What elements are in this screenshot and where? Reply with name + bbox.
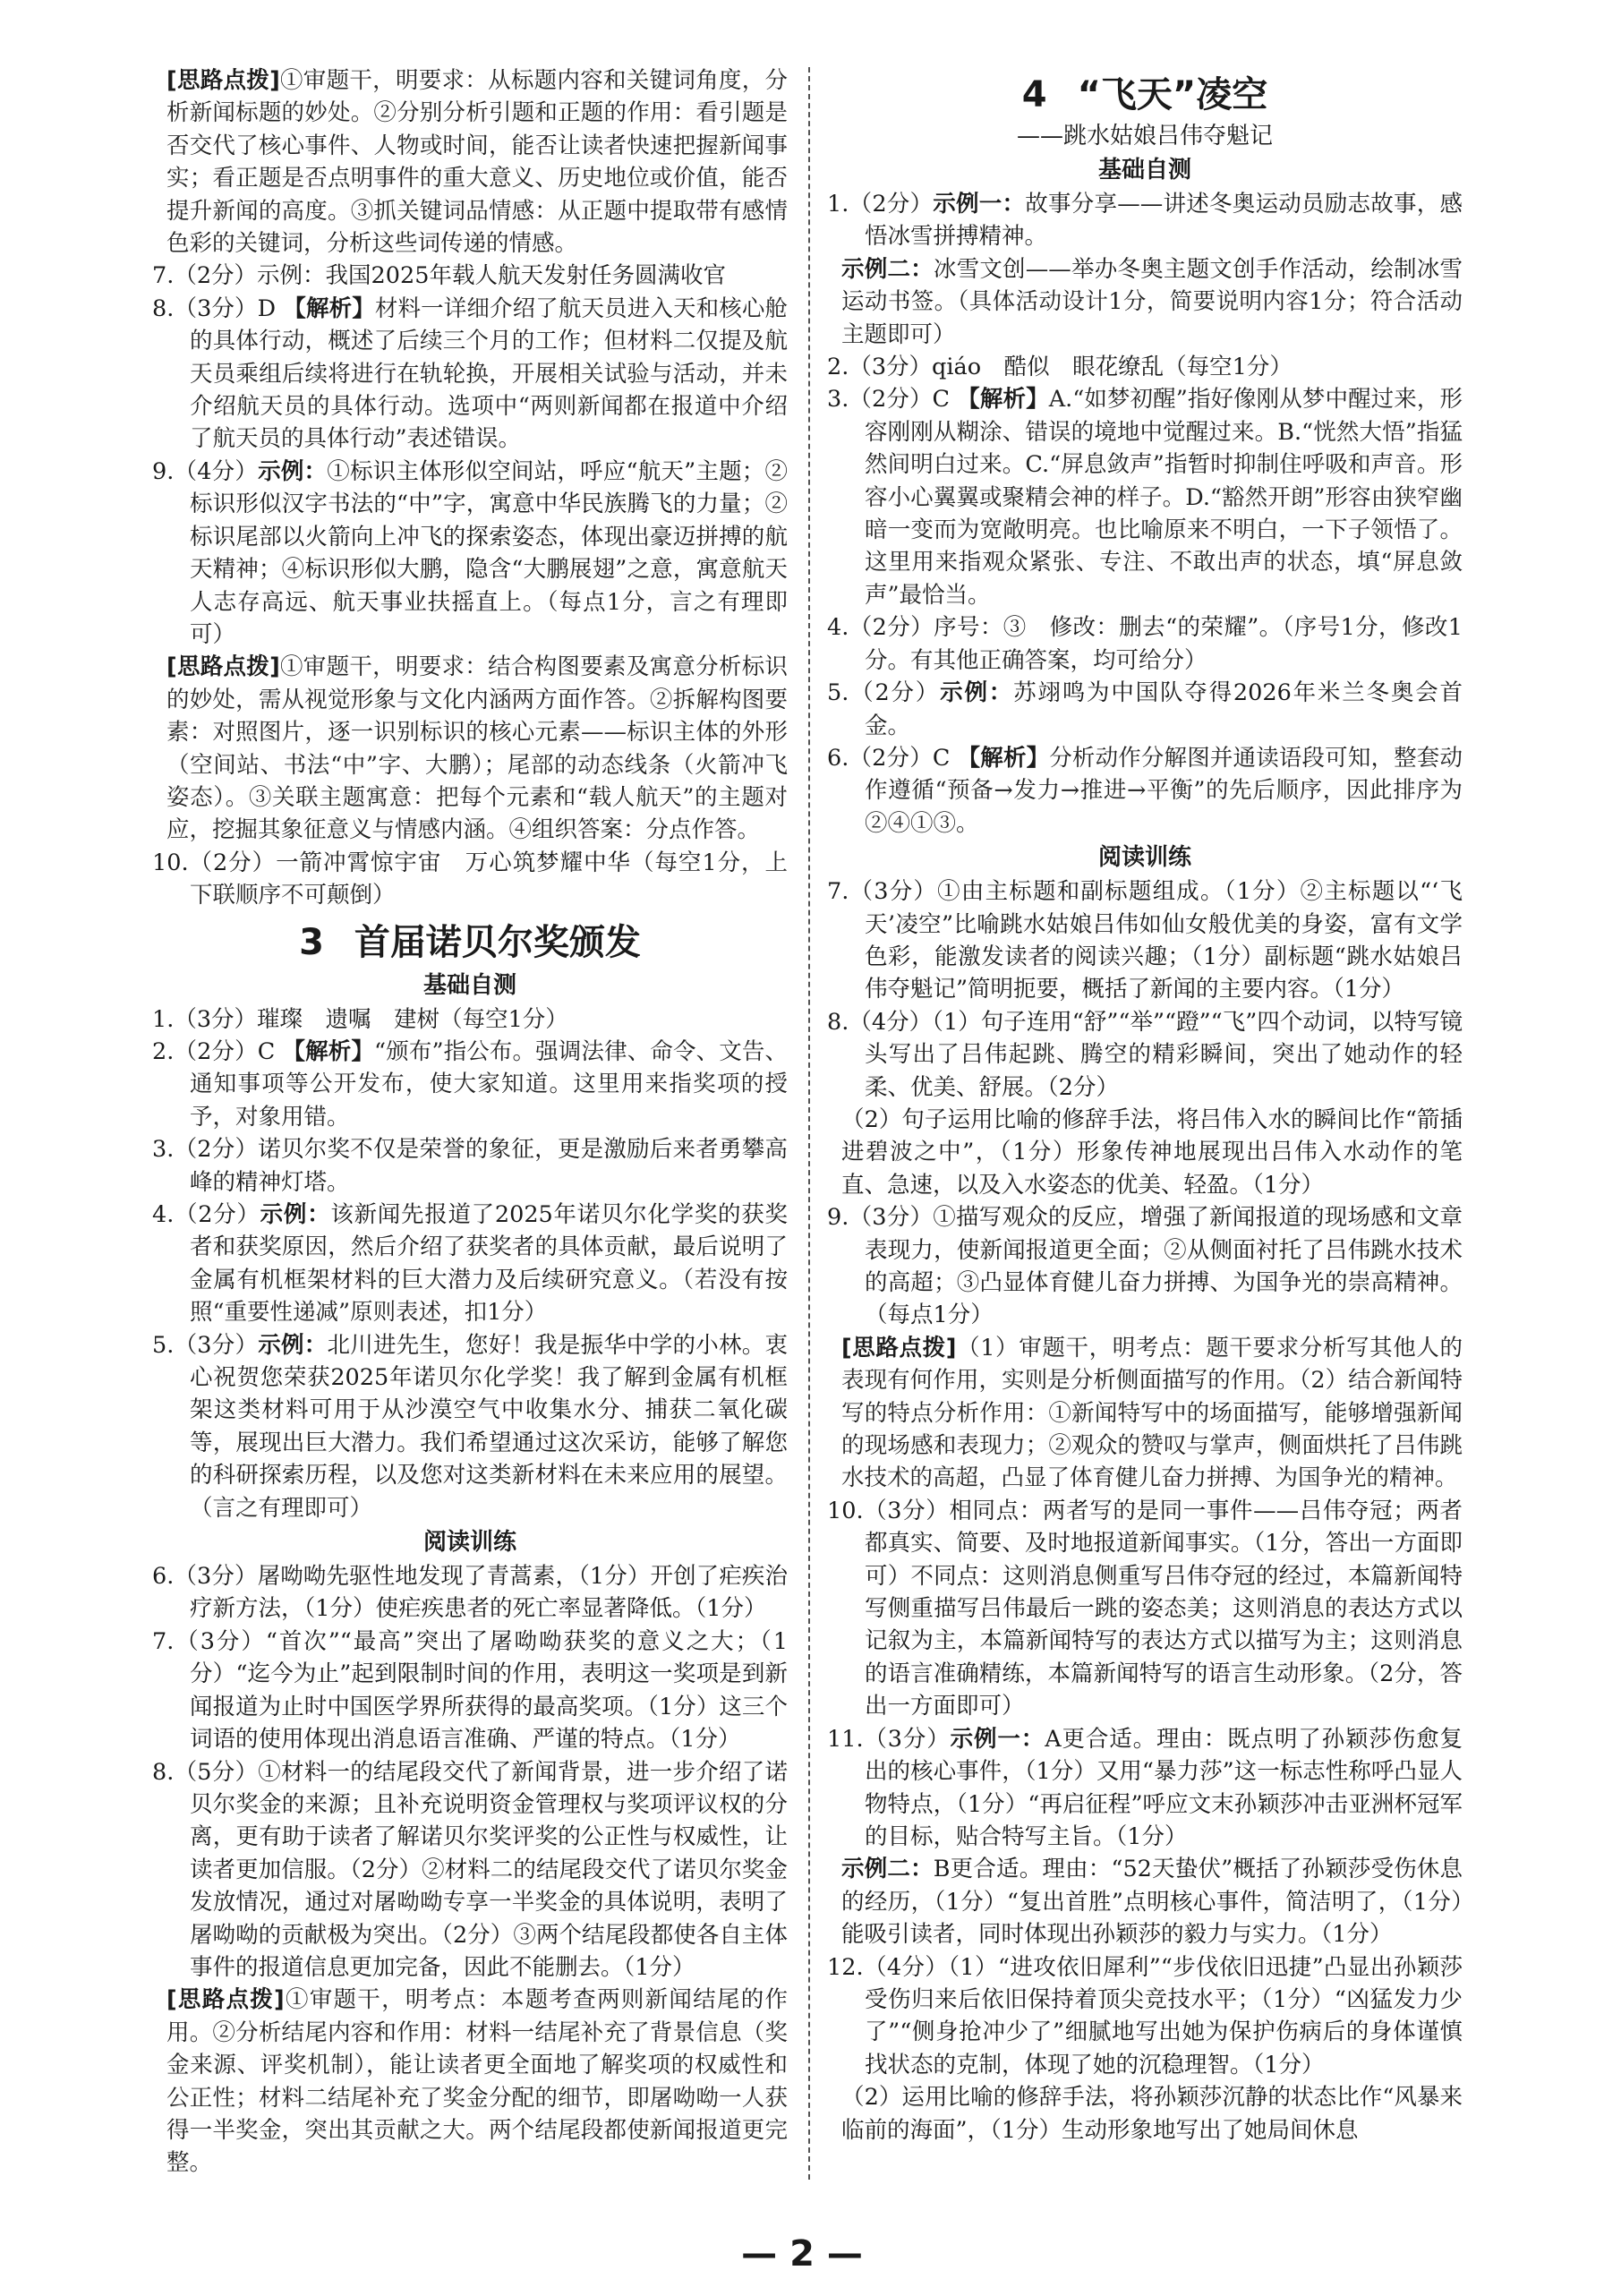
section-reading: 阅读训练 xyxy=(1097,844,1191,872)
reading-answer-7: 7.（3分）①由主标题和副标题组成。（1分）②主标题以“‘飞天’凌空”比喻跳水姑娘吕伟如仙女般优美的身姿，富有文学色彩，能激发读者的阅读兴趣；（1分）副标题“跳水姑娘吕伟夺魁记”简明扼要，概括了新闻的主要内容。（1分） xyxy=(827,878,1463,1003)
answer-text: 该新闻先报道了2025年诺贝尔化学奖的获奖者和获奖原因，然后介绍了获奖者的具体贡献，最后说明了金属有机框架材料的巨大潜力及后续研究意义。 xyxy=(190,1201,788,1293)
answer-head: 2.（2分）C xyxy=(152,1037,276,1065)
basic-answer-1-example-2 xyxy=(827,253,1463,351)
reading-answer-11 xyxy=(827,1723,1463,1854)
analysis-text: A.“如梦初醒”指好像刚从梦中醒过来，形容刚刚从糊涂、错误的境地中觉醒过来。B.“恍然大悟”指猛然间明白过来。C.“屏息敛声”指暂时抑制住呼吸和声音。形容小心翼翼或聚精会神的样子。D.“豁然开朗”形容由狭窄幽暗一变而为宽敞明亮。也比喻原来不明白，一下子领悟了。这里用来指观众紧张、专注、不敢出声的状态，填“屏息敛声”最恰当。 xyxy=(865,386,1463,609)
scoring-note: （言之有理即可） xyxy=(190,1494,373,1522)
analysis-tag: 【解析】 xyxy=(957,744,1050,772)
lesson-subtitle: ——跳水姑娘吕伟夺魁记 xyxy=(1016,123,1273,149)
answer-text: A更合适。理由：既点明了孙颖莎伤愈复出的核心事件，（1分）又用“暴力莎”这一标志性称呼凸显人物特点，（1分）“再启征程”呼应文末孙颖莎冲击亚洲杯冠军的目标，贴合特写主旨。（1分） xyxy=(865,1725,1463,1850)
answer-text: 1.（3分）璀璨 遗嘱 建树 xyxy=(152,1005,440,1033)
tip-text: ①审题干，明要求：从标题内容和关键词角度，分析新闻标题的妙处。②分别分析引题和正题的作用：看引题是否交代了核心事件、人物或时间，能否让读者快速把握新闻事实；看正题是否点明事件的重大意义、历史地位或价值，能否提升新闻的高度。③抓关键词品情感：从正题中提取带有感情色彩的关键词，分析这些词传递的情感。 xyxy=(166,67,788,258)
scoring-note: （每空1分，上下联顺序不可颠倒） xyxy=(190,849,788,909)
left-column xyxy=(152,64,788,2180)
answer-head: 8.（3分）D xyxy=(152,294,277,322)
reading-answer-7: 7.（3分）“首次”“最高”突出了屠呦呦获奖的意义之大；（1分）“迄今为止”起到限制时间的作用，表明这一奖项是到新闻报道为止时中国医学界所获得的最高奖项。（1分）这三个词语的使用体现出消息语言准确、严谨的特点。（1分） xyxy=(152,1627,788,1754)
scoring-note: （每空1分） xyxy=(1164,354,1293,381)
reading-answer-12-part-2: （2）运用比喻的修辞手法，将孙颖莎沉静的状态比作“风暴来临前的海面”，（1分）生动形象地写出了她局间休息 xyxy=(841,2084,1463,2144)
reading-answer-6: 6.（3分）屠呦呦先驱性地发现了青蒿素，（1分）开创了疟疾治疗新方法，（1分）使疟疾患者的死亡率显著降低。（1分） xyxy=(152,1563,788,1623)
basic-answer-2 xyxy=(152,1036,788,1133)
analysis-tag: 【解析】 xyxy=(282,1037,375,1065)
answer-text: 2.（3分）qiáo 酷似 眼花缭乱 xyxy=(827,354,1165,381)
lesson-title: 首届诺贝尔奖颁发 xyxy=(354,921,641,963)
section-basic: 基础自测 xyxy=(422,971,516,999)
example-tag: 示例： xyxy=(940,679,1014,707)
scoring-note: （每空1分） xyxy=(439,1005,568,1033)
answer-text: 冰雪文创——举办冬奥主题文创手作活动，绘制冰雪运动书签。 xyxy=(841,255,1463,316)
analysis-tag: 【解析】 xyxy=(957,386,1049,414)
reading-answer-11-example-2 xyxy=(827,1853,1463,1950)
reading-answer-8: 8.（5分）①材料一的结尾段交代了新闻背景，进一步介绍了诺贝尔奖金的来源；且补充说明资金管理权与奖项评议权的分离，更有助于读者了解诺贝尔奖评奖的公正性与权威性，让读者更加信服。（2分）②材料二的结尾段交代了诺贝尔奖金发放情况，通过对屠呦呦专享一半奖金的具体说明，表明了屠呦呦的贡献极为突出。（2分）③两个结尾段都使各自主体事件的报道信息更加完备，因此不能删去。（1分） xyxy=(152,1758,788,1981)
page-number: — 2 — xyxy=(741,2233,863,2275)
basic-answer-6 xyxy=(827,742,1463,840)
basic-answer-1 xyxy=(152,1003,788,1036)
section-basic: 基础自测 xyxy=(1097,157,1191,184)
tip-reading-9 xyxy=(827,1332,1463,1495)
answer-10 xyxy=(152,847,788,912)
answer-text: 苏翊鸣为中国队夺得2026年米兰冬奥会首金。 xyxy=(865,679,1463,739)
tip-reading-8 xyxy=(152,1984,788,2179)
lesson-number: 3 xyxy=(299,921,324,963)
tip-tag: [思路点拨] xyxy=(841,1334,957,1361)
example-tag: 示例： xyxy=(258,1331,328,1359)
lesson-title: “飞天”凌空 xyxy=(1077,74,1268,115)
answer-head: 11.（3分） xyxy=(827,1725,951,1753)
reading-answer-9: 9.（3分）①描写观众的反应，增强了新闻报道的现场感和文章表现力，使新闻报道更全面；②从侧面衬托了吕伟跳水技术的高超；③凸显体育健儿奋力拼搏、为国争光的崇高精神。（每点1分） xyxy=(827,1204,1463,1329)
analysis-text: 材料一详细介绍了航天员进入天和核心舱的具体行动，概述了后续三个月的工作；但材料二仅提及航天员乘组后续将进行在轨轮换，开展相关试验与活动，并未介绍航天员的具体行动。选项中“两则新闻都在报道中介绍了航天员的具体行动”表述错误。 xyxy=(190,294,788,453)
example-tag: 示例二： xyxy=(841,1856,934,1883)
basic-answer-4 xyxy=(827,611,1463,677)
answer-text: 故事分享——讲述冬奥运动员励志故事，感悟冰雪拼搏精神。 xyxy=(865,191,1463,251)
scoring-note: （具体活动设计1分，简要说明内容1分；符合活动主题即可） xyxy=(841,288,1463,348)
basic-answer-1 xyxy=(827,188,1463,253)
answer-head: 3.（2分）C xyxy=(827,386,951,414)
scoring-note: （若没有按照“重要性递减”原则表述，扣1分） xyxy=(190,1266,788,1327)
tip-tag: [思路点拨] xyxy=(166,67,280,94)
tip-text: ①审题干，明要求：结合构图要素及寓意分析标识的妙处，需从视觉形象与文化内涵两方面作答。②拆解构图要素：对照图片，逐一识别标识的核心元素——标识主体的外形（空间站、书法“中”字、大鹏）；尾部的动态线条（火箭冲飞姿态）。③关联主题寓意：把每个元素和“载人航天”的主题对应，挖掘其象征意义与情感内涵。④组织答案：分点作答。 xyxy=(166,653,788,844)
answer-head: 9.（4分） xyxy=(152,457,259,485)
answer-8 xyxy=(152,293,788,456)
basic-answer-4 xyxy=(152,1199,788,1329)
tip-intro xyxy=(152,64,788,260)
lesson-4-title xyxy=(827,70,1463,120)
reading-answer-8-part-2: （2）句子运用比喻的修辞手法，将吕伟入水的瞬间比作“箭插进碧波之中”，（1分）形象传神地展现出吕伟入水动作的笔直、急速，以及入水姿态的优美、轻盈。（1分） xyxy=(841,1105,1463,1199)
reading-answer-8: 8.（4分）（1）句子连用“舒”“举”“蹬”“飞”四个动词，以特写镜头写出了吕伟起跳、腾空的精彩瞬间，突出了她动作的轻柔、优美、舒展。（2分） xyxy=(827,1008,1463,1101)
tip-text: ①审题干，明考点：本题考查两则新闻结尾的作用。②分析结尾内容和作用：材料一结尾补充了背景信息（奖金来源、评奖机制），能让读者更全面地了解奖项的权威性和公正性；材料二结尾补充了奖金分配的细节，即屠呦呦一人获得一半奖金，突出其贡献之大。两个结尾段都使新闻报道更完整。 xyxy=(166,1986,788,2177)
example-tag: 示例： xyxy=(258,457,328,485)
answer-head: 4.（2分） xyxy=(152,1201,260,1228)
analysis-text: 分析动作分解图并通读语段可知，整套动作遵循“预备→发力→推进→平衡”的先后顺序，因此排序为②④①③。 xyxy=(865,744,1463,837)
tip-tag: [思路点拨] xyxy=(166,653,280,681)
lesson-number: 4 xyxy=(1021,74,1047,115)
scoring-note: （序号1分，修改1分。有其他正确答案，均可给分） xyxy=(865,614,1463,674)
reading-answer-12: 12.（4分）（1）“进攻依旧犀利”“步伐依旧迅捷”凸显出孙颖莎受伤归来后依旧保持着顶尖竞技水平；（1分）“凶猛发力少了”“侧身抢冲少了”细腻地写出她为保护伤病后的身体谨慎找状态的克制，体现了她的沉稳理智。（1分） xyxy=(827,1953,1463,2078)
answer-text: 10.（2分）一箭冲霄惊宇宙 万心筑梦耀中华 xyxy=(152,849,631,876)
reading-answer-10: 10.（3分）相同点：两者写的是同一事件——吕伟夺冠；两者都真实、简要、及时地报道新闻事实。（1分，答出一方面即可）不同点：这则消息侧重写吕伟夺冠的经过，本篇新闻特写侧重描写吕伟最后一跳的姿态美；这则消息的表达方式以记叙为主，本篇新闻特写的表达方式以描写为主；这则消息的语言准确精练，本篇新闻特写的语言生动形象。（2分，答出一方面即可） xyxy=(827,1497,1463,1720)
scoring-note: （每点1分，言之有理即可） xyxy=(190,588,788,648)
basic-answer-5 xyxy=(827,677,1463,742)
lesson-3-title xyxy=(152,918,788,968)
answer-text: B更合适。理由：“52天蛰伏”概括了孙颖莎受伤休息的经历，（1分）“复出首胜”点明核心事件，简洁明了，（1分）能吸引读者，同时体现出孙颖莎的毅力与实力。（1分） xyxy=(841,1856,1463,1949)
tip-tag: [思路点拨] xyxy=(166,1986,285,2014)
right-column xyxy=(827,64,1463,2147)
answer-9 xyxy=(152,456,788,651)
basic-answer-3 xyxy=(827,383,1463,611)
answer-text: 4.（2分）序号：③ 修改：删去“的荣耀”。 xyxy=(827,614,1283,642)
basic-answer-3: 3.（2分）诺贝尔奖不仅是荣誉的象征，更是激励后来者勇攀高峰的精神灯塔。 xyxy=(152,1136,788,1196)
example-tag: 示例一： xyxy=(950,1725,1045,1753)
answer-head: 5.（3分） xyxy=(152,1331,259,1359)
basic-answer-2 xyxy=(827,351,1463,383)
analysis-text: “颁布”指公布。强调法律、命令、文告、通知事项等公开发布，使大家知道。这里用来指奖项的授予，对象用错。 xyxy=(190,1037,788,1131)
example-tag: 示例一： xyxy=(933,191,1026,218)
column-divider xyxy=(808,67,810,2180)
tip-9 xyxy=(152,651,788,846)
answer-head: 5.（2分） xyxy=(827,679,941,707)
answer-text: ①标识主体形似空间站，呼应“航天”主题；②标识形似汉字书法的“中”字，寓意中华民族腾飞的力量；②标识尾部以火箭向上冲飞的探索姿态，体现出豪迈拼搏的航天精神；④标识形似大鹏，隐含“大鹏展翅”之意，寓意航天人志存高远、航天事业扶摇直上。 xyxy=(190,457,788,616)
analysis-tag: 【解析】 xyxy=(283,294,375,322)
basic-answer-5 xyxy=(152,1329,788,1524)
answer-7: 7.（2分）示例：我国2025年载人航天发射任务圆满收官 xyxy=(152,262,726,290)
section-reading: 阅读训练 xyxy=(422,1529,516,1557)
answer-text: 北川进先生，您好！我是振华中学的小林。衷心祝贺您荣获2025年诺贝尔化学奖！我了解到金属有机框架这类材料可用于从沙漠空气中收集水分、捕获二氧化碳等，展现出巨大潜力。我们希望通过这次采访，能够了解您的科研探索历程，以及您对这类新材料在未来应用的展望。 xyxy=(190,1331,788,1489)
example-tag: 示例二： xyxy=(841,255,934,283)
example-tag: 示例： xyxy=(260,1201,331,1228)
answer-head: 6.（2分）C xyxy=(827,744,951,772)
tip-text: （1）审题干，明考点：题干要求分析写其他人的表现有何作用，实则是分析侧面描写的作用。（2）结合新闻特写的特点分析作用：①新闻特写中的场面描写，能够增强新闻的现场感和表现力；②观众的赞叹与掌声，侧面烘托了吕伟跳水技术的高超，凸显了体育健儿奋力拼搏、为国争光的精神。 xyxy=(841,1334,1463,1492)
answer-head: 1.（2分） xyxy=(827,191,934,218)
